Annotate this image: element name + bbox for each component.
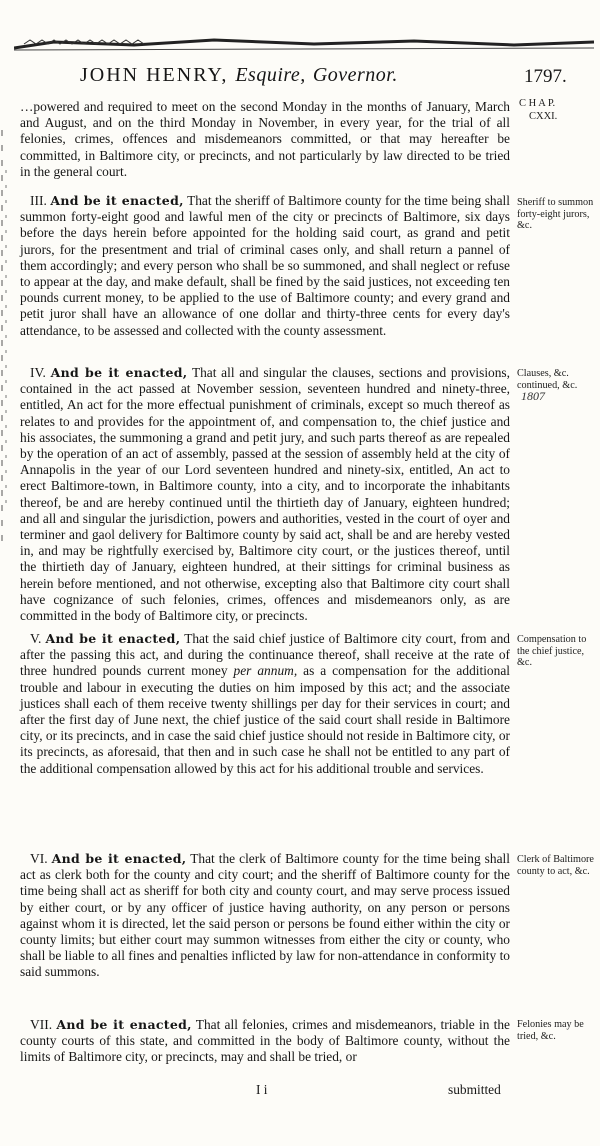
page-footer <box>0 1082 600 1102</box>
page-year: 1797. <box>524 66 567 87</box>
marginal-note-text: Clauses, &c. continued, &c. <box>517 368 578 391</box>
marginal-note-sec-iii: Sheriff to summon forty-eight jurors, &c. <box>517 197 594 232</box>
italic-phrase: per annum, <box>233 663 298 679</box>
section-text: That the said chief justice of Baltimore city court, from and after the passing this act, and during the continuance thereof, shall receive at the rate of three hundred pounds current money <box>20 631 510 679</box>
marginal-note-sec-v: Compensation to the chief justice, &c. <box>517 634 587 669</box>
section-number: VI. <box>30 851 48 866</box>
section-vii <box>20 1017 510 1066</box>
binding-edge-shadow <box>0 130 10 550</box>
enacting-clause: And be it enacted, <box>56 1017 192 1032</box>
section-text: That the clerk of Baltimore county for the time being shall act as clerk both for the county and city court; and the sheriff of Baltimore county for the time being shall act as sheriff for both city and county court, and may serve process issued by either court, or by any officer of justice having authority, on any person or persons against whom it is directed, let the said person or persons be found either within the city or county limits; but either court may summon witnesses from either the city or county, who shall be liable to all fines and penalties inflicted by law for non-attendance in conformity to said summons. <box>20 851 510 980</box>
section-continuation <box>20 99 510 180</box>
section-v <box>20 631 510 777</box>
chapter-label-text: C H A P. <box>519 98 556 109</box>
marginal-note-sec-vii: Felonies may be tried, &c. <box>517 1019 584 1042</box>
section-vi <box>20 851 510 981</box>
section-text-continued: as a compensation for the additional trouble and labour in executing the duties on him imposed by this act; and the associate justices shall each of them receive twenty shillings per day for their services in court; and after the first day of June next, the chief justice of the said court shall reside in Baltimore city, or its precincts, and in case the said chief justice should not reside in Baltimore city, or its precincts, as aforesaid, that then and in such case he shall not be entitled to any part of the additional compensation allowed by this act for his additional trouble and services. <box>20 663 510 776</box>
section-iii <box>20 193 510 339</box>
section-text: That the sheriff of Baltimore county for the time being shall summon forty-eight good and lawful men of the city or precincts of Baltimore, six days before the days herein before appointed for the holding said court, as grand and petit jurors, for the presentment and trial of criminal cases only, and shall return a pannel of them accordingly; and every person who shall be so summoned, and shall neglect or refuse to appear at the day, and make default, shall be fined by the said justices, not exceeding ten pounds current money, to be applied to the use of Baltimore county; and every grand and petit juror shall have an allowance of one dollar and thirty-three cents for every day's attendance, to be assessed and collected with the county assessment. <box>20 193 510 338</box>
marginal-note-sec-vi: Clerk of Baltimore county to act, &c. <box>517 854 594 877</box>
chapter-label <box>519 97 597 123</box>
ornamental-top-rule <box>14 36 594 54</box>
catchword: submitted <box>448 1082 501 1097</box>
enacting-clause: And be it enacted, <box>51 851 187 866</box>
handwritten-annotation: 1807 <box>521 389 545 404</box>
section-text: That all and singular the clauses, sections and provisions, contained in the act passed at November session, seventeen hundred and ninety-three, entitled, An act for the more effectual punishment of criminals, except so much thereof as relates to and provides for the appointment of, and compensation to, the chief justice and his associates, the summoning a grand and petit jury, and such parts thereof as are repealed by the operation of an act of assembly, passed at the session of assembly held at the city of Annapolis in the year of our Lord seventeen hundred and ninety-six, entitled, An act to erect Baltimore-town, in Baltimore county, into a city, and to incorporate the inhabitants thereof, be and are hereby continued until the thirtieth day of January, eighteen hundred; and all and singular the jurisdiction, powers and authorities, vested in the court of oyer and terminer and gaol delivery for Baltimore county by said act, shall be and are hereby vested in, and may be rightfully exercised by, Baltimore city court, or the justices thereof, until the thirtieth day of January, eighteen hundred, at their sittings for criminal business as herein before mentioned, and not otherwise, excepting also that Baltimore city court shall have cognizance of such felonies, crimes, offences and misdemeanors only, as are committed in the body of Baltimore city, or precincts. <box>20 365 510 624</box>
enacting-clause: And be it enacted, <box>45 631 181 646</box>
running-head-name: JOHN HENRY, <box>80 64 229 86</box>
section-number: III. <box>30 193 47 208</box>
running-head <box>80 64 398 87</box>
running-head-title: Esquire, <box>235 64 306 86</box>
enacting-clause: And be it enacted, <box>50 193 184 208</box>
marginal-note-sec-iv <box>517 368 595 404</box>
section-iv <box>20 365 510 624</box>
section-text: …powered and required to meet on the second Monday in the months of January, March and August, and on the third Monday in November, in every year, for the trial of all felonies, crimes, offences and misdemeanors committed, or that may hereafter be committed, in Baltimore city, or precincts, and not particularly by law directed to be tried in the general court. <box>20 99 510 179</box>
section-number: V. <box>30 631 42 646</box>
section-number: VII. <box>30 1017 53 1032</box>
page-header <box>0 64 600 90</box>
section-text: That all felonies, crimes and misdemeanors, triable in the county courts of this state, and committed in the body of Baltimore county, without the limits of Baltimore city, or precincts, may and shall be tried, or <box>20 1017 510 1065</box>
section-number: IV. <box>30 365 46 380</box>
signature-mark: I i <box>256 1082 268 1097</box>
chapter-number: CXXI. <box>529 111 558 122</box>
enacting-clause: And be it enacted, <box>50 365 188 380</box>
running-head-office: Governor. <box>312 64 398 86</box>
